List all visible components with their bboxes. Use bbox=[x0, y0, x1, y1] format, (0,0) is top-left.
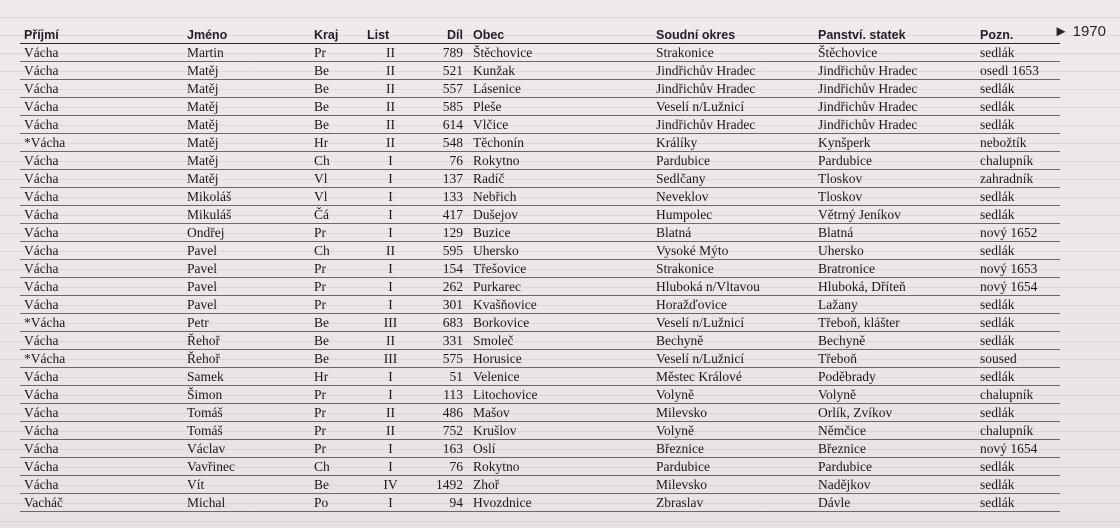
cell-dil: 163 bbox=[418, 440, 469, 458]
cell-prijmi: *Vácha bbox=[20, 134, 183, 152]
cell-pozn: sedlák bbox=[976, 116, 1060, 134]
cell-list: II bbox=[363, 62, 418, 80]
table-row bbox=[20, 404, 1060, 422]
cell-list: II bbox=[363, 98, 418, 116]
cell-obec: Radíč bbox=[469, 170, 652, 188]
cell-obec: Smoleč bbox=[469, 332, 652, 350]
cell-kraj: Hr bbox=[310, 134, 363, 152]
cell-dil: 113 bbox=[418, 386, 469, 404]
cell-dil: 575 bbox=[418, 350, 469, 368]
cell-soudni-okres: Humpolec bbox=[652, 206, 814, 224]
cell-soudni-okres: Sedlčany bbox=[652, 170, 814, 188]
cell-pozn: sedlák bbox=[976, 296, 1060, 314]
cell-dil: 137 bbox=[418, 170, 469, 188]
header-dil: Díl bbox=[418, 24, 469, 44]
cell-dil: 614 bbox=[418, 116, 469, 134]
cell-dil: 521 bbox=[418, 62, 469, 80]
table-row bbox=[20, 116, 1060, 134]
cell-jmeno: Tomáš bbox=[183, 422, 310, 440]
cell-panstvi: Tloskov bbox=[814, 188, 976, 206]
cell-jmeno: Martin bbox=[183, 44, 310, 62]
header-row bbox=[20, 24, 1060, 44]
cell-jmeno: Matěj bbox=[183, 98, 310, 116]
cell-prijmi: *Vácha bbox=[20, 314, 183, 332]
cell-prijmi: Vácha bbox=[20, 404, 183, 422]
cell-panstvi: Nadějkov bbox=[814, 476, 976, 494]
cell-soudni-okres: Milevsko bbox=[652, 404, 814, 422]
table-row bbox=[20, 458, 1060, 476]
cell-jmeno: Pavel bbox=[183, 260, 310, 278]
cell-soudni-okres: Veselí n/Lužnicí bbox=[652, 314, 814, 332]
cell-jmeno: Pavel bbox=[183, 278, 310, 296]
cell-dil: 331 bbox=[418, 332, 469, 350]
cell-list: III bbox=[363, 350, 418, 368]
cell-prijmi: Vacháč bbox=[20, 494, 183, 512]
cell-kraj: Pr bbox=[310, 404, 363, 422]
cell-pozn: nový 1652 bbox=[976, 224, 1060, 242]
cell-jmeno: Matěj bbox=[183, 62, 310, 80]
cell-panstvi: Uhersko bbox=[814, 242, 976, 260]
table-row bbox=[20, 422, 1060, 440]
cell-obec: Buzice bbox=[469, 224, 652, 242]
cell-pozn: chalupník bbox=[976, 152, 1060, 170]
cell-dil: 417 bbox=[418, 206, 469, 224]
cell-dil: 789 bbox=[418, 44, 469, 62]
cell-pozn: nový 1654 bbox=[976, 278, 1060, 296]
cell-kraj: Be bbox=[310, 116, 363, 134]
cell-kraj: Be bbox=[310, 98, 363, 116]
cell-pozn: nový 1654 bbox=[976, 440, 1060, 458]
table-row bbox=[20, 152, 1060, 170]
cell-jmeno: Řehoř bbox=[183, 350, 310, 368]
table-row bbox=[20, 188, 1060, 206]
table-row bbox=[20, 350, 1060, 368]
table-row bbox=[20, 134, 1060, 152]
cell-pozn: sedlák bbox=[976, 242, 1060, 260]
cell-soudni-okres: Zbraslav bbox=[652, 494, 814, 512]
cell-soudni-okres: Horažďovice bbox=[652, 296, 814, 314]
page-number: ► 1970 bbox=[1053, 23, 1106, 40]
cell-prijmi: Vácha bbox=[20, 422, 183, 440]
table-row bbox=[20, 476, 1060, 494]
cell-obec: Uhersko bbox=[469, 242, 652, 260]
table-row bbox=[20, 296, 1060, 314]
cell-jmeno: Samek bbox=[183, 368, 310, 386]
cell-list: IV bbox=[363, 476, 418, 494]
cell-panstvi: Jindřichův Hradec bbox=[814, 80, 976, 98]
cell-panstvi: Pardubice bbox=[814, 458, 976, 476]
cell-obec: Dušejov bbox=[469, 206, 652, 224]
cell-pozn: nový 1653 bbox=[976, 260, 1060, 278]
cell-pozn: sedlák bbox=[976, 314, 1060, 332]
cell-prijmi: Vácha bbox=[20, 62, 183, 80]
cell-soudni-okres: Neveklov bbox=[652, 188, 814, 206]
cell-soudni-okres: Králíky bbox=[652, 134, 814, 152]
cell-kraj: Hr bbox=[310, 368, 363, 386]
cell-jmeno: Matěj bbox=[183, 80, 310, 98]
cell-jmeno: Mikoláš bbox=[183, 188, 310, 206]
cell-pozn: sedlák bbox=[976, 458, 1060, 476]
cell-soudni-okres: Jindřichův Hradec bbox=[652, 116, 814, 134]
cell-dil: 557 bbox=[418, 80, 469, 98]
cell-obec: Štěchovice bbox=[469, 44, 652, 62]
cell-kraj: Po bbox=[310, 494, 363, 512]
cell-dil: 76 bbox=[418, 152, 469, 170]
cell-dil: 129 bbox=[418, 224, 469, 242]
table-row bbox=[20, 98, 1060, 116]
cell-dil: 76 bbox=[418, 458, 469, 476]
table-row bbox=[20, 80, 1060, 98]
cell-prijmi: Vácha bbox=[20, 116, 183, 134]
cell-pozn: sedlák bbox=[976, 44, 1060, 62]
cell-jmeno: Mikuláš bbox=[183, 206, 310, 224]
cell-kraj: Be bbox=[310, 350, 363, 368]
cell-dil: 585 bbox=[418, 98, 469, 116]
cell-prijmi: Vácha bbox=[20, 440, 183, 458]
cell-panstvi: Třeboň bbox=[814, 350, 976, 368]
cell-list: I bbox=[363, 188, 418, 206]
cell-pozn: sedlák bbox=[976, 404, 1060, 422]
header-prijmi: Příjmí bbox=[20, 24, 183, 44]
cell-obec: Třešovice bbox=[469, 260, 652, 278]
cell-soudni-okres: Březnice bbox=[652, 440, 814, 458]
cell-pozn: nebožtík bbox=[976, 134, 1060, 152]
cell-prijmi: Vácha bbox=[20, 368, 183, 386]
cell-obec: Litochovice bbox=[469, 386, 652, 404]
cell-soudni-okres: Pardubice bbox=[652, 152, 814, 170]
header-panstvi: Panství. statek bbox=[814, 24, 976, 44]
cell-panstvi: Volyně bbox=[814, 386, 976, 404]
cell-pozn: osedl 1653 bbox=[976, 62, 1060, 80]
table-row bbox=[20, 494, 1060, 512]
cell-dil: 548 bbox=[418, 134, 469, 152]
cell-obec: Velenice bbox=[469, 368, 652, 386]
cell-prijmi: Vácha bbox=[20, 44, 183, 62]
cell-obec: Kvašňovice bbox=[469, 296, 652, 314]
cell-panstvi: Třeboň, klášter bbox=[814, 314, 976, 332]
cell-kraj: Čá bbox=[310, 206, 363, 224]
cell-prijmi: Vácha bbox=[20, 80, 183, 98]
cell-soudni-okres: Strakonice bbox=[652, 44, 814, 62]
cell-dil: 51 bbox=[418, 368, 469, 386]
cell-jmeno: Matěj bbox=[183, 152, 310, 170]
cell-list: I bbox=[363, 152, 418, 170]
table-row bbox=[20, 206, 1060, 224]
cell-list: I bbox=[363, 170, 418, 188]
cell-jmeno: Vít bbox=[183, 476, 310, 494]
cell-obec: Pleše bbox=[469, 98, 652, 116]
cell-panstvi: Jindřichův Hradec bbox=[814, 62, 976, 80]
cell-kraj: Pr bbox=[310, 260, 363, 278]
table-row bbox=[20, 332, 1060, 350]
cell-dil: 683 bbox=[418, 314, 469, 332]
cell-soudni-okres: Městec Králové bbox=[652, 368, 814, 386]
cell-jmeno: Ondřej bbox=[183, 224, 310, 242]
cell-dil: 486 bbox=[418, 404, 469, 422]
cell-panstvi: Dávle bbox=[814, 494, 976, 512]
cell-panstvi: Bechyně bbox=[814, 332, 976, 350]
cell-kraj: Be bbox=[310, 80, 363, 98]
cell-obec: Těchonín bbox=[469, 134, 652, 152]
cell-list: II bbox=[363, 332, 418, 350]
cell-prijmi: Vácha bbox=[20, 476, 183, 494]
cell-list: II bbox=[363, 404, 418, 422]
cell-obec: Nebřich bbox=[469, 188, 652, 206]
cell-list: I bbox=[363, 260, 418, 278]
table-row bbox=[20, 440, 1060, 458]
cell-list: II bbox=[363, 134, 418, 152]
cell-obec: Oslí bbox=[469, 440, 652, 458]
cell-dil: 752 bbox=[418, 422, 469, 440]
cell-soudni-okres: Jindřichův Hradec bbox=[652, 62, 814, 80]
cell-dil: 595 bbox=[418, 242, 469, 260]
cell-prijmi: Vácha bbox=[20, 224, 183, 242]
cell-panstvi: Jindřichův Hradec bbox=[814, 98, 976, 116]
table-row bbox=[20, 44, 1060, 62]
header-obec: Obec bbox=[469, 24, 652, 44]
cell-soudni-okres: Milevsko bbox=[652, 476, 814, 494]
cell-jmeno: Matěj bbox=[183, 116, 310, 134]
cell-soudni-okres: Vysoké Mýto bbox=[652, 242, 814, 260]
cell-jmeno: Pavel bbox=[183, 296, 310, 314]
cell-soudni-okres: Hluboká n/Vltavou bbox=[652, 278, 814, 296]
table-row bbox=[20, 278, 1060, 296]
cell-jmeno: Pavel bbox=[183, 242, 310, 260]
cell-kraj: Ch bbox=[310, 242, 363, 260]
cell-prijmi: Vácha bbox=[20, 188, 183, 206]
cell-obec: Krušlov bbox=[469, 422, 652, 440]
cell-jmeno: Řehoř bbox=[183, 332, 310, 350]
cell-pozn: sedlák bbox=[976, 332, 1060, 350]
cell-panstvi: Kynšperk bbox=[814, 134, 976, 152]
cell-jmeno: Šimon bbox=[183, 386, 310, 404]
cell-soudni-okres: Blatná bbox=[652, 224, 814, 242]
cell-kraj: Be bbox=[310, 62, 363, 80]
cell-kraj: Be bbox=[310, 314, 363, 332]
cell-obec: Hvozdnice bbox=[469, 494, 652, 512]
cell-kraj: Be bbox=[310, 332, 363, 350]
cell-soudni-okres: Jindřichův Hradec bbox=[652, 80, 814, 98]
cell-pozn: sedlák bbox=[976, 80, 1060, 98]
cell-panstvi: Štěchovice bbox=[814, 44, 976, 62]
cell-jmeno: Václav bbox=[183, 440, 310, 458]
cell-panstvi: Tloskov bbox=[814, 170, 976, 188]
cell-kraj: Ch bbox=[310, 152, 363, 170]
cell-jmeno: Vavřinec bbox=[183, 458, 310, 476]
header-jmeno: Jméno bbox=[183, 24, 310, 44]
cell-panstvi: Jindřichův Hradec bbox=[814, 116, 976, 134]
cell-soudni-okres: Bechyně bbox=[652, 332, 814, 350]
cell-kraj: Pr bbox=[310, 440, 363, 458]
register-table bbox=[20, 24, 1060, 512]
cell-obec: Rokytno bbox=[469, 458, 652, 476]
cell-dil: 1492 bbox=[418, 476, 469, 494]
cell-jmeno: Tomáš bbox=[183, 404, 310, 422]
cell-obec: Rokytno bbox=[469, 152, 652, 170]
cell-soudni-okres: Veselí n/Lužnicí bbox=[652, 98, 814, 116]
cell-jmeno: Michal bbox=[183, 494, 310, 512]
cell-obec: Vlčice bbox=[469, 116, 652, 134]
cell-prijmi: Vácha bbox=[20, 260, 183, 278]
table-row bbox=[20, 224, 1060, 242]
cell-list: I bbox=[363, 368, 418, 386]
cell-dil: 262 bbox=[418, 278, 469, 296]
cell-pozn: sedlák bbox=[976, 98, 1060, 116]
cell-list: I bbox=[363, 206, 418, 224]
cell-panstvi: Lažany bbox=[814, 296, 976, 314]
cell-panstvi: Pardubice bbox=[814, 152, 976, 170]
cell-list: II bbox=[363, 44, 418, 62]
cell-pozn: sedlák bbox=[976, 494, 1060, 512]
cell-soudni-okres: Volyně bbox=[652, 386, 814, 404]
cell-pozn: sedlák bbox=[976, 368, 1060, 386]
table-row bbox=[20, 170, 1060, 188]
cell-dil: 154 bbox=[418, 260, 469, 278]
cell-obec: Kunžak bbox=[469, 62, 652, 80]
cell-dil: 133 bbox=[418, 188, 469, 206]
cell-list: I bbox=[363, 386, 418, 404]
cell-list: I bbox=[363, 224, 418, 242]
cell-list: I bbox=[363, 458, 418, 476]
table-row bbox=[20, 260, 1060, 278]
cell-prijmi: Vácha bbox=[20, 242, 183, 260]
header-list: List bbox=[363, 24, 418, 44]
cell-panstvi: Hluboká, Dříteň bbox=[814, 278, 976, 296]
cell-kraj: Be bbox=[310, 476, 363, 494]
cell-prijmi: Vácha bbox=[20, 170, 183, 188]
cell-jmeno: Petr bbox=[183, 314, 310, 332]
cell-list: I bbox=[363, 494, 418, 512]
cell-kraj: Pr bbox=[310, 224, 363, 242]
cell-list: I bbox=[363, 278, 418, 296]
cell-prijmi: *Vácha bbox=[20, 350, 183, 368]
cell-panstvi: Poděbrady bbox=[814, 368, 976, 386]
cell-prijmi: Vácha bbox=[20, 278, 183, 296]
cell-panstvi: Větrný Jeníkov bbox=[814, 206, 976, 224]
cell-pozn: chalupník bbox=[976, 386, 1060, 404]
cell-kraj: Pr bbox=[310, 296, 363, 314]
table-row bbox=[20, 62, 1060, 80]
cell-obec: Purkarec bbox=[469, 278, 652, 296]
cell-list: II bbox=[363, 242, 418, 260]
cell-obec: Mašov bbox=[469, 404, 652, 422]
cell-obec: Zhoř bbox=[469, 476, 652, 494]
cell-panstvi: Němčice bbox=[814, 422, 976, 440]
table-row bbox=[20, 242, 1060, 260]
cell-kraj: Pr bbox=[310, 44, 363, 62]
cell-panstvi: Březnice bbox=[814, 440, 976, 458]
cell-pozn: chalupník bbox=[976, 422, 1060, 440]
cell-pozn: zahradník bbox=[976, 170, 1060, 188]
cell-soudni-okres: Strakonice bbox=[652, 260, 814, 278]
cell-obec: Lásenice bbox=[469, 80, 652, 98]
cell-prijmi: Vácha bbox=[20, 152, 183, 170]
cell-list: I bbox=[363, 440, 418, 458]
cell-soudni-okres: Volyně bbox=[652, 422, 814, 440]
cell-panstvi: Bratronice bbox=[814, 260, 976, 278]
table-row bbox=[20, 386, 1060, 404]
cell-panstvi: Blatná bbox=[814, 224, 976, 242]
cell-prijmi: Vácha bbox=[20, 332, 183, 350]
table-row bbox=[20, 314, 1060, 332]
cell-kraj: Vl bbox=[310, 170, 363, 188]
cell-pozn: sedlák bbox=[976, 206, 1060, 224]
cell-list: II bbox=[363, 80, 418, 98]
cell-kraj: Pr bbox=[310, 386, 363, 404]
cell-prijmi: Vácha bbox=[20, 206, 183, 224]
cell-pozn: soused bbox=[976, 350, 1060, 368]
cell-kraj: Pr bbox=[310, 278, 363, 296]
cell-kraj: Pr bbox=[310, 422, 363, 440]
cell-soudni-okres: Veselí n/Lužnicí bbox=[652, 350, 814, 368]
cell-prijmi: Vácha bbox=[20, 458, 183, 476]
cell-prijmi: Vácha bbox=[20, 386, 183, 404]
cell-jmeno: Matěj bbox=[183, 170, 310, 188]
cell-panstvi: Orlík, Zvíkov bbox=[814, 404, 976, 422]
cell-prijmi: Vácha bbox=[20, 296, 183, 314]
header-kraj: Kraj bbox=[310, 24, 363, 44]
cell-pozn: sedlák bbox=[976, 476, 1060, 494]
cell-prijmi: Vácha bbox=[20, 98, 183, 116]
cell-list: III bbox=[363, 314, 418, 332]
table-body bbox=[20, 44, 1060, 512]
cell-kraj: Ch bbox=[310, 458, 363, 476]
header-pozn: Pozn. bbox=[976, 24, 1060, 44]
cell-list: I bbox=[363, 296, 418, 314]
cell-obec: Horusice bbox=[469, 350, 652, 368]
cell-jmeno: Matěj bbox=[183, 134, 310, 152]
cell-kraj: Vl bbox=[310, 188, 363, 206]
cell-pozn: sedlák bbox=[976, 188, 1060, 206]
table-row bbox=[20, 368, 1060, 386]
cell-dil: 301 bbox=[418, 296, 469, 314]
cell-dil: 94 bbox=[418, 494, 469, 512]
cell-obec: Borkovice bbox=[469, 314, 652, 332]
header-soudni-okres: Soudní okres bbox=[652, 24, 814, 44]
cell-list: II bbox=[363, 422, 418, 440]
cell-soudni-okres: Pardubice bbox=[652, 458, 814, 476]
cell-list: II bbox=[363, 116, 418, 134]
